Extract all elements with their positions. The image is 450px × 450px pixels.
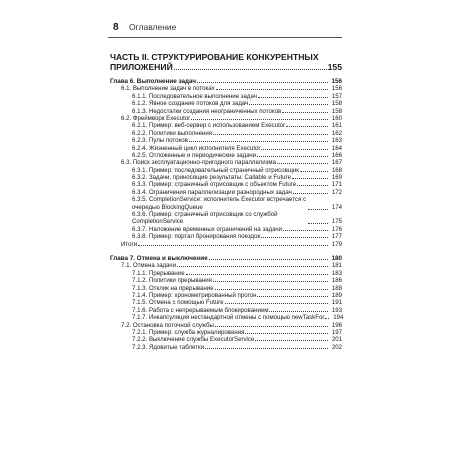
part-page: 155	[327, 62, 342, 72]
toc-subsection[interactable]	[110, 226, 342, 233]
toc-entry-page: 171	[331, 181, 342, 189]
toc-entry-page: 162	[331, 129, 342, 137]
part-heading	[110, 52, 342, 72]
toc-subsection[interactable]	[110, 122, 342, 129]
toc-subsection[interactable]	[110, 292, 342, 299]
toc-entry-page: 168	[331, 166, 342, 174]
toc-entry-page: 196	[331, 321, 342, 329]
toc-subsection[interactable]	[110, 314, 342, 321]
toc-subsection[interactable]	[110, 299, 342, 306]
toc-entry-page: 181	[331, 262, 342, 270]
toc-entry-page: 174	[331, 203, 342, 211]
dot-leader	[245, 333, 328, 334]
toc-entry-title: 6.1. Выполнение задач в потоках	[121, 85, 215, 93]
toc-entry-title: 7.1. Отмена задачи	[121, 262, 176, 270]
dot-leader	[293, 193, 328, 194]
header-rule	[108, 37, 342, 38]
dot-leader	[261, 149, 328, 150]
toc-entry-page: 163	[331, 137, 342, 145]
toc-entry-page: 166	[331, 151, 342, 159]
toc-entry-title: 7.2.2. Выключение службы ExecutorService	[132, 336, 255, 344]
dot-leader	[258, 97, 328, 98]
toc-entry-page: 175	[331, 218, 342, 226]
toc-entry-title: 7.2.1. Пример: служба журналирования	[132, 328, 245, 336]
toc-entry-title: 7.1.5. Отмена с помощью Future	[132, 299, 224, 307]
toc-subsection[interactable]	[110, 130, 342, 137]
dot-leader	[308, 209, 328, 210]
toc-entry-page: 157	[331, 92, 342, 100]
toc-entry-page: 167	[331, 159, 342, 167]
toc-subsection[interactable]	[110, 285, 342, 292]
toc-section[interactable]	[110, 262, 342, 269]
toc-entry-page: 179	[331, 240, 342, 248]
toc-subsection[interactable]	[110, 189, 342, 196]
toc-subsection[interactable]	[110, 145, 342, 152]
section-gap	[110, 248, 342, 255]
toc-subsection[interactable]	[110, 211, 342, 226]
dot-leader	[186, 274, 328, 275]
dot-leader	[191, 119, 328, 120]
toc-entry-title: 7.2.3. Ядовитые таблетки	[132, 343, 205, 351]
toc-entry-title: 6.3.1. Пример: последовательный страничный отрисовщик	[132, 166, 299, 174]
part-title-line2: ПРИЛОЖЕНИЙ	[110, 62, 173, 72]
dot-leader	[249, 104, 328, 105]
dot-leader	[277, 163, 328, 164]
toc-entry-page: 191	[331, 299, 342, 307]
toc-entry-title: 6.3.8. Пример: портал бронирования поездок	[132, 233, 261, 241]
toc-entry-page: 156	[331, 85, 342, 93]
dot-leader	[282, 112, 328, 113]
toc-subsection[interactable]	[110, 307, 342, 314]
page-number: 8	[113, 22, 119, 33]
dot-leader	[325, 318, 329, 319]
toc-entry-page: 202	[331, 343, 342, 351]
dot-leader	[308, 223, 328, 224]
toc-entry-page: 193	[331, 306, 342, 314]
dot-leader	[197, 82, 328, 83]
toc-subsection[interactable]	[110, 100, 342, 107]
page-header	[0, 18, 450, 40]
toc-subsection[interactable]	[110, 152, 342, 159]
toc-entry-page: 176	[331, 225, 342, 233]
toc-subsection[interactable]	[110, 336, 342, 343]
toc-entry-page: 158	[331, 100, 342, 108]
dot-leader	[215, 289, 328, 290]
toc-entry-title: 7.1.1. Прерывание	[132, 269, 185, 277]
toc-entry-page: 172	[331, 188, 342, 196]
toc-section[interactable]	[110, 115, 342, 122]
toc-subsection[interactable]	[110, 270, 342, 277]
toc-entry-page: 183	[331, 269, 342, 277]
toc-entry-title: 6.3. Поиск эксплуатационно-пригодного параллелизма	[121, 159, 276, 167]
dot-leader	[225, 303, 328, 304]
toc-entry-page: 197	[331, 328, 342, 336]
dot-leader	[216, 89, 328, 90]
toc-entry-page: 160	[331, 114, 342, 122]
toc-section[interactable]	[110, 85, 342, 92]
dot-leader	[189, 141, 328, 142]
toc-subsection[interactable]	[110, 181, 342, 188]
toc-entry-title: 7.1.4. Пример: хронометрированный прогон	[132, 292, 257, 299]
dot-leader	[257, 296, 328, 297]
toc-entry-title: 6.2.5. Отложенные и периодические задачи	[132, 151, 257, 159]
toc-entry-page: 186	[331, 277, 342, 285]
toc-entry-title: 6.2.4. Жизненный цикл исполнителя Executor	[132, 144, 261, 152]
toc-subsection[interactable]	[110, 93, 342, 100]
toc-entry-title: Итоги	[121, 240, 138, 248]
toc-entry-page: 156	[331, 78, 342, 85]
toc-entry-title: 6.2.1. Пример: веб-сервер с использованием Executor	[132, 122, 286, 130]
dot-leader	[269, 311, 328, 312]
toc-entry-title: 7.2. Остановка поточной службы	[121, 321, 214, 329]
dot-leader	[209, 259, 328, 260]
dot-leader	[215, 326, 328, 327]
toc-entry-title: 7.1.3. Отклик на прерывание	[132, 284, 214, 292]
toc-entry-title: 6.3.4. Ограничения параллелизации разнородных задач	[132, 188, 292, 196]
toc-entry-title: 6.3.5. CompletionService: исполнитель Executor встречается с очередью BlockingQueue	[132, 196, 307, 211]
toc-entry-title: 6.3.3. Пример: страничный отрисовщик с объектом Future	[132, 181, 297, 189]
toc-entry-title: 6.3.6. Пример: страничный отрисовщик со службой CompletionService	[132, 211, 278, 226]
dot-leader	[138, 245, 328, 246]
toc-entry-page: 188	[331, 284, 342, 292]
toc-section[interactable]	[110, 322, 342, 329]
toc-entry-page: 169	[331, 174, 342, 182]
dot-leader	[292, 178, 328, 179]
toc-entry-title: 6.1.1. Последовательное выполнение задач	[132, 92, 257, 100]
toc-entry-title: 6.2.2. Политики выполнения	[132, 129, 213, 137]
toc-entry-page: 164	[331, 144, 342, 152]
toc-subsection[interactable]	[110, 137, 342, 144]
dot-leader	[261, 237, 328, 238]
dot-leader	[174, 69, 327, 70]
dot-leader	[257, 156, 328, 157]
toc-subsection[interactable]	[110, 196, 342, 211]
toc-entry-page: 177	[331, 233, 342, 241]
dot-leader	[297, 185, 328, 186]
toc-entry-title: 6.3.7. Наложение временных ограничений на задачи	[132, 225, 283, 233]
toc-entry-title: 6.3.2. Задачи, приносящие результаты: Callable и Future	[132, 174, 291, 182]
toc-subsection[interactable]	[110, 233, 342, 240]
toc-entry-page: 158	[331, 107, 342, 115]
dot-leader	[213, 281, 328, 282]
dot-leader	[300, 171, 328, 172]
toc-section[interactable]	[110, 159, 342, 166]
toc-entry-title: Глава 6. Выполнение задач	[110, 78, 196, 85]
toc-subsection[interactable]	[110, 167, 342, 174]
toc-entry-page: 189	[331, 292, 342, 299]
dot-leader	[213, 134, 328, 135]
toc-chapter[interactable]	[110, 255, 342, 262]
part-title-line1: ЧАСТЬ II. СТРУКТУРИРОВАНИЕ КОНКУРЕНТНЫХ	[110, 52, 319, 62]
toc-entry-title: Глава 7. Отмена и выключение	[110, 255, 208, 263]
toc-entry-title: 7.1.2. Политики прерывания	[132, 277, 212, 285]
toc-subsection[interactable]	[110, 344, 342, 351]
toc-entry-page: 180	[331, 255, 342, 263]
dot-leader	[177, 266, 328, 267]
dot-leader	[286, 126, 328, 127]
running-head: Оглавление	[129, 22, 177, 32]
toc-subsection[interactable]	[110, 108, 342, 115]
dot-leader	[205, 348, 328, 349]
toc-entry-page: 161	[331, 122, 342, 130]
dot-leader	[255, 340, 328, 341]
toc-entry-title: 6.1.2. Явное создание потоков для задач	[132, 100, 249, 108]
table-of-contents	[110, 78, 342, 351]
toc-entry-title: 7.1.6. Работа с непрерываемым блокированием	[132, 306, 269, 314]
toc-subsection[interactable]	[110, 174, 342, 181]
dot-leader	[283, 230, 328, 231]
toc-entry-page: 201	[331, 336, 342, 344]
toc-section[interactable]	[110, 241, 342, 248]
toc-entry-page: 194	[333, 314, 344, 322]
toc-entry-title: 6.2.3. Пулы потоков	[132, 137, 188, 145]
toc-chapter[interactable]	[110, 78, 342, 85]
toc-entry-title: 6.1.3. Недостатки создания неограниченных потоков	[132, 107, 282, 115]
toc-subsection[interactable]	[110, 329, 342, 336]
toc-entry-title: 7.1.7. Инкапсуляция нестандартной отмены с помощью newTaskFor	[132, 314, 325, 322]
toc-entry-title: 6.2. Фреймворк Executor	[121, 114, 191, 122]
toc-subsection[interactable]	[110, 277, 342, 284]
